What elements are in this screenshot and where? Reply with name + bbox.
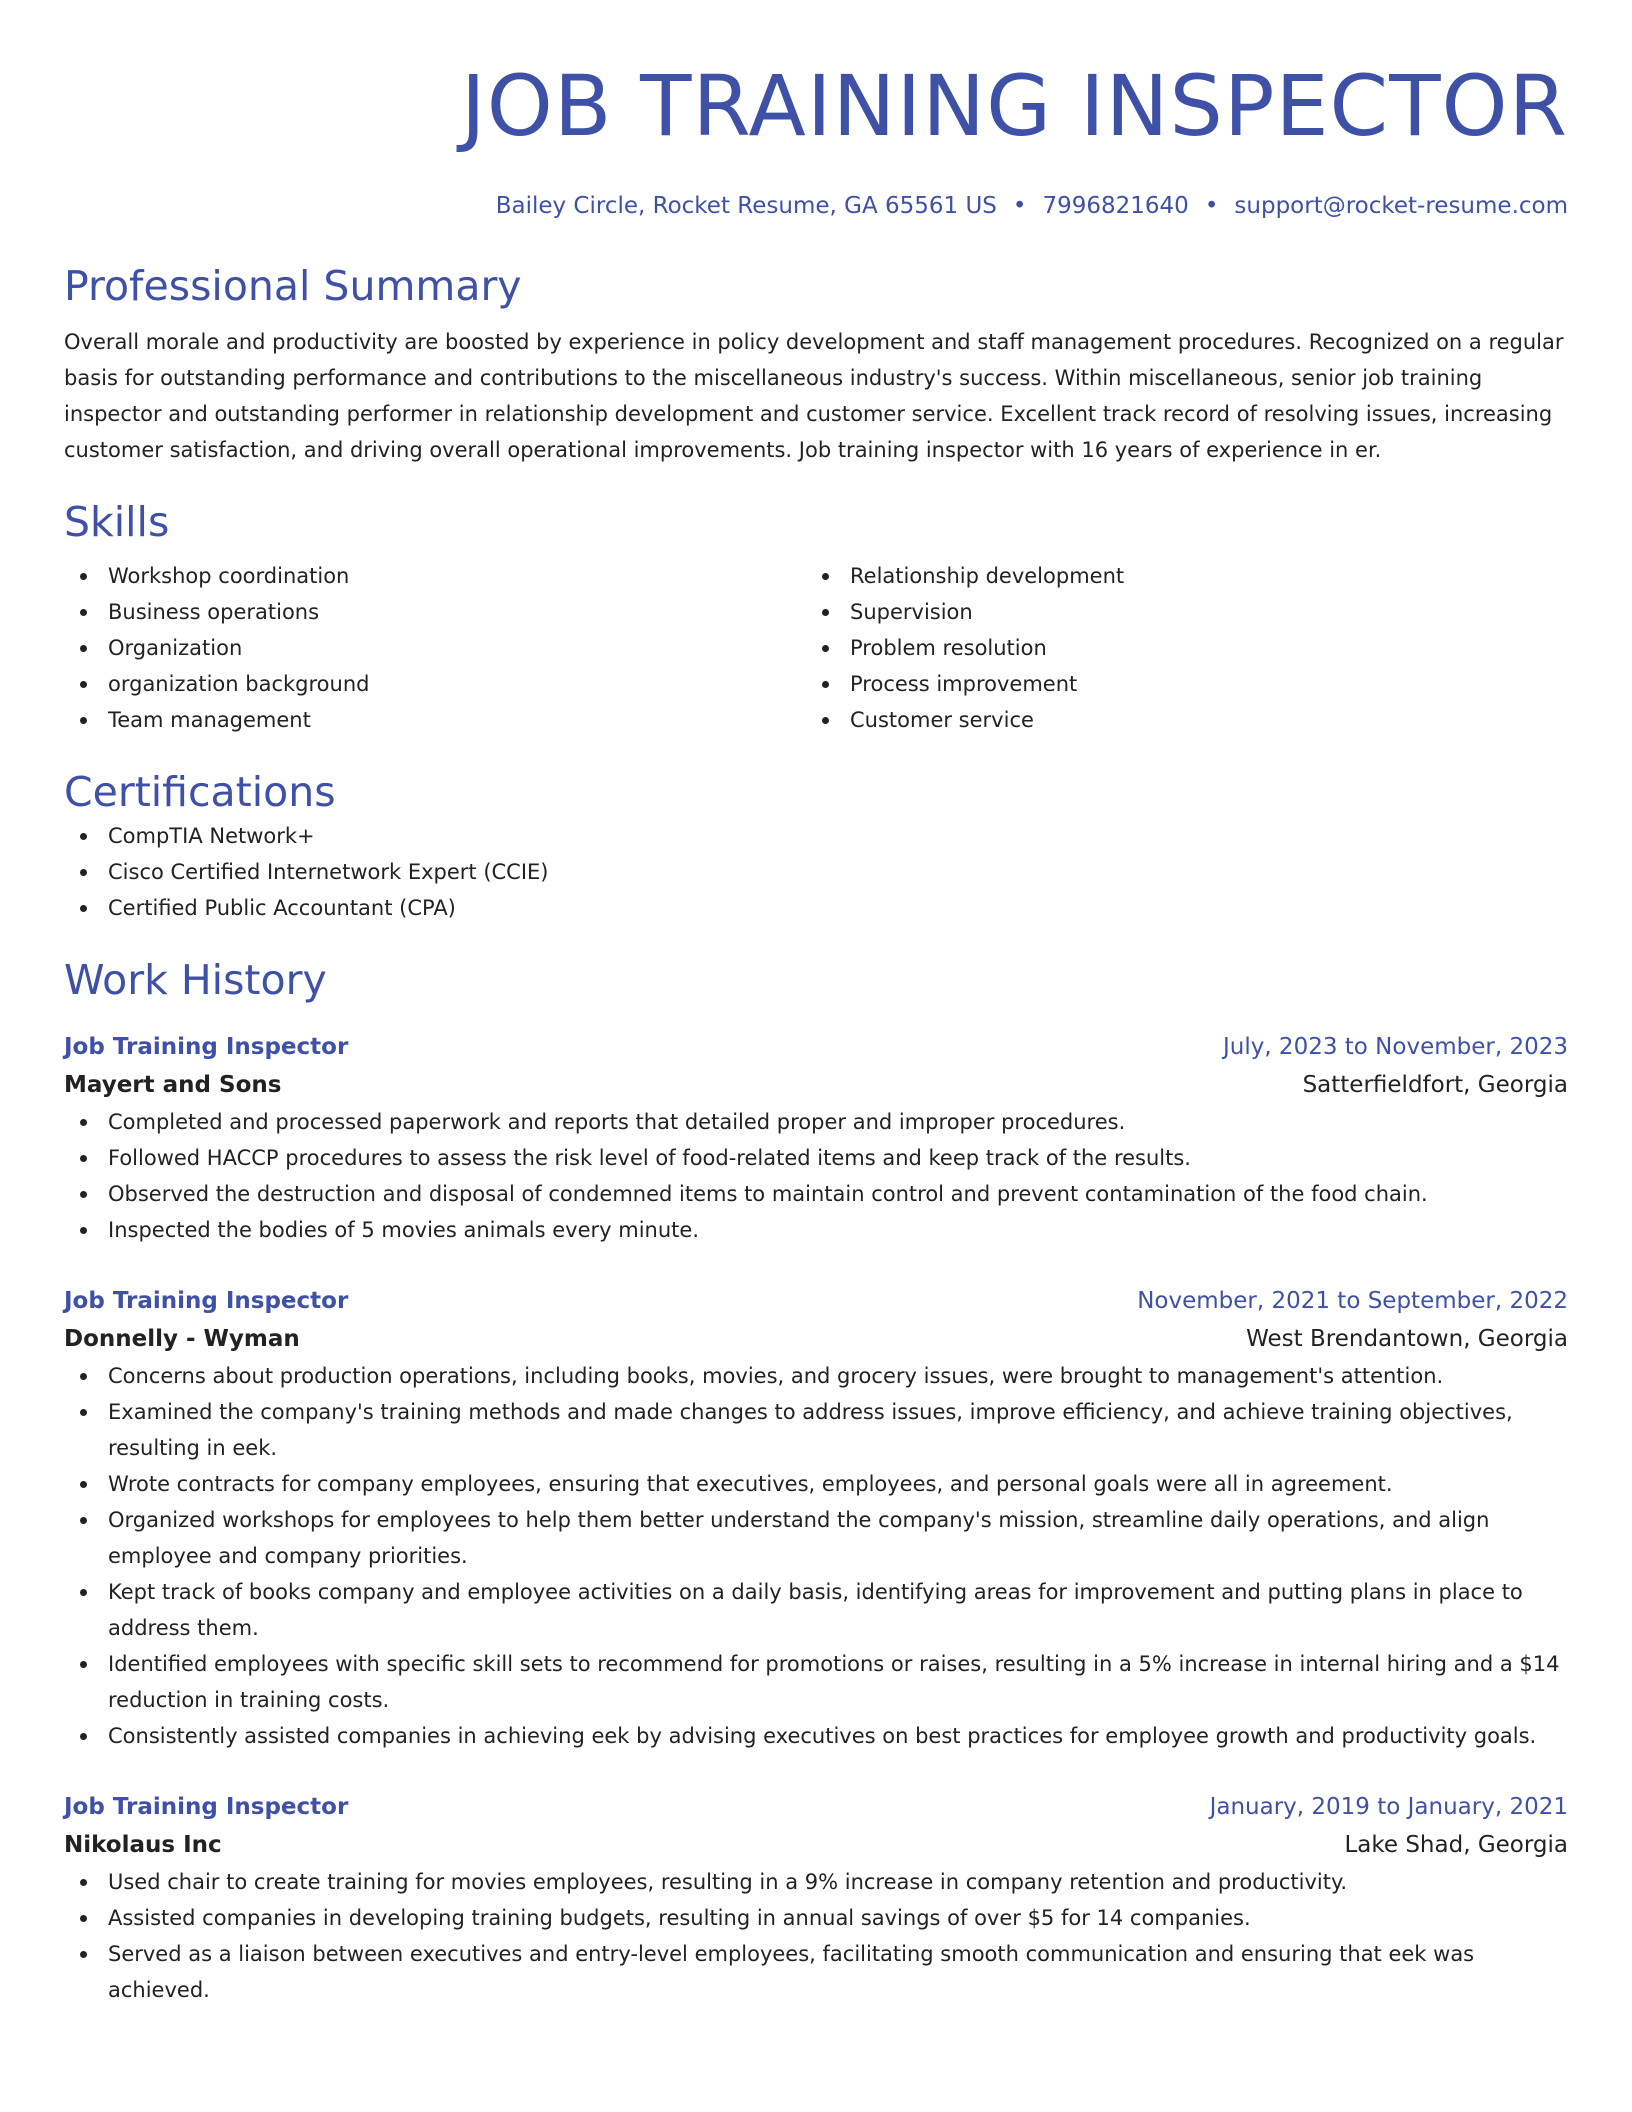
job-company-row [64,1826,1568,1864]
skill-item: Relationship development [806,558,1548,594]
job-bullet: Organized workshops for employees to help them better understand the company's mission, streamline daily operations, and align employee and company priorities. [64,1502,1568,1574]
job-bullet: Used chair to create training for movies employees, resulting in a 9% increase in company retention and productivity. [64,1864,1568,1900]
job-location: West Brendantown, Georgia [1246,1326,1568,1352]
skill-item: Process improvement [806,666,1548,702]
job-title: Job Training Inspector [64,1034,349,1060]
job-dates: January, 2019 to January, 2021 [1209,1794,1568,1820]
skills-grid [64,558,1568,738]
job-company: Nikolaus Inc [64,1832,222,1858]
job-company: Mayert and Sons [64,1072,282,1098]
job-bullet: Kept track of books company and employee activities on a daily basis, identifying areas for improvement and putting plans in place to address them. [64,1574,1568,1646]
job-title: Job Training Inspector [64,1288,349,1314]
contact-email[interactable]: support@rocket-resume.com [1234,193,1568,219]
certifications-heading: Certifications [64,768,336,816]
summary-text: Overall morale and productivity are boosted by experience in policy development and staff management procedures. Recognized on a regular basis for outstanding performance and contributions to the miscellaneous industry's success. Within miscellaneous, senior job training inspector and outstanding performer in relationship development and customer service. Excellent track record of resolving issues, increasing customer satisfaction, and driving overall operational improvements. Job training inspector with 16 years of experience in er. [64,330,1564,462]
skills-list-left [64,558,806,738]
contact-separator: • [1204,193,1219,219]
skill-item: Workshop coordination [64,558,806,594]
job-bullet: Observed the destruction and disposal of condemned items to maintain control and prevent contamination of the food chain. [64,1176,1568,1212]
resume-name: JOB TRAINING INSPECTOR [460,57,1568,155]
work-history-heading: Work History [64,956,327,1004]
job-bullet: Concerns about production operations, including books, movies, and grocery issues, were brought to management's attention. [64,1358,1568,1394]
job-header-row [64,1788,1568,1826]
skills-heading: Skills [64,498,170,546]
summary-heading: Professional Summary [64,262,522,310]
job-bullet: Inspected the bodies of 5 movies animals every minute. [64,1212,1568,1248]
contact-phone: 7996821640 [1042,193,1189,219]
skill-item: Business operations [64,594,806,630]
skills-column-left [64,558,806,738]
job-entry [64,1282,1568,1754]
job-bullet: Served as a liaison between executives and entry-level employees, facilitating smooth communication and ensuring that eek was achieved. [64,1936,1568,2008]
job-dates: November, 2021 to September, 2022 [1137,1288,1568,1314]
job-bullet-list [64,1358,1568,1754]
contact-separator: • [1012,193,1027,219]
skill-item: Supervision [806,594,1548,630]
job-header-row [64,1282,1568,1320]
job-company-row [64,1320,1568,1358]
job-location: Lake Shad, Georgia [1344,1832,1568,1858]
job-bullet: Wrote contracts for company employees, ensuring that executives, employees, and personal goals were all in agreement. [64,1466,1568,1502]
job-bullet: Examined the company's training methods and made changes to address issues, improve efficiency, and achieve training objectives, resulting in eek. [64,1394,1568,1466]
certifications-list [64,818,1568,926]
skill-item: Organization [64,630,806,666]
skill-item: Problem resolution [806,630,1548,666]
job-bullet: Identified employees with specific skill sets to recommend for promotions or raises, resulting in a 5% increase in internal hiring and a $14 reduction in training costs. [64,1646,1568,1718]
certification-item: CompTIA Network+ [64,818,1568,854]
certification-item: Certified Public Accountant (CPA) [64,890,1568,926]
job-title: Job Training Inspector [64,1794,349,1820]
job-entry [64,1788,1568,2008]
job-entry [64,1028,1568,1248]
job-location: Satterfieldfort, Georgia [1302,1072,1568,1098]
job-company: Donnelly - Wyman [64,1326,300,1352]
certification-item: Cisco Certified Internetwork Expert (CCIE) [64,854,1568,890]
skill-item: Team management [64,702,806,738]
job-bullet-list [64,1864,1568,2008]
job-bullet: Assisted companies in developing training budgets, resulting in annual savings of over $5 for 14 companies. [64,1900,1568,1936]
skill-item: Customer service [806,702,1548,738]
job-bullet: Followed HACCP procedures to assess the risk level of food-related items and keep track of the results. [64,1140,1568,1176]
job-bullet: Completed and processed paperwork and reports that detailed proper and improper procedures. [64,1104,1568,1140]
job-header-row [64,1028,1568,1066]
skill-item: organization background [64,666,806,702]
job-dates: July, 2023 to November, 2023 [1222,1034,1568,1060]
contact-address: Bailey Circle, Rocket Resume, GA 65561 US [495,193,997,219]
job-bullet: Consistently assisted companies in achieving eek by advising executives on best practices for employee growth and productivity goals. [64,1718,1568,1754]
contact-line [64,190,1568,222]
job-bullet-list [64,1104,1568,1248]
job-company-row [64,1066,1568,1104]
skills-column-right [806,558,1548,738]
skills-list-right [806,558,1548,738]
